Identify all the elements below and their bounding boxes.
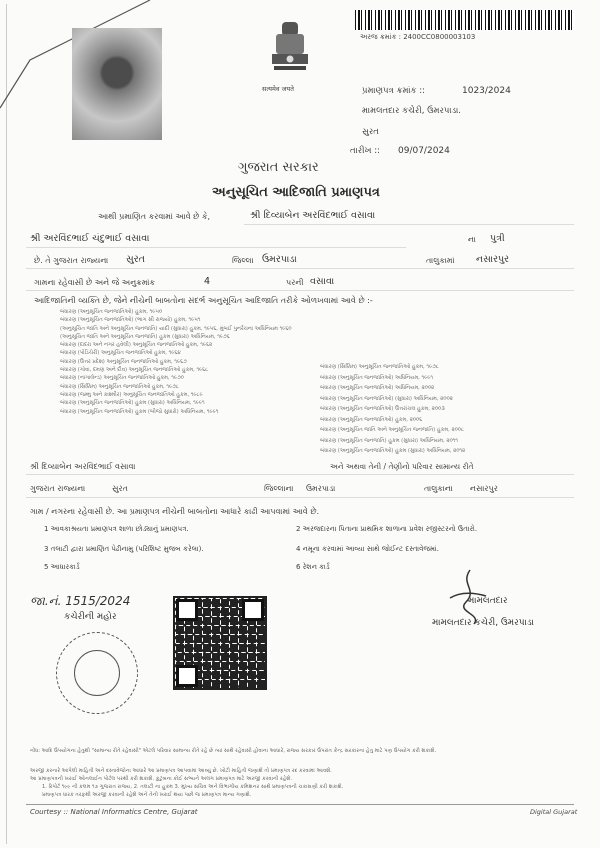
caste: વસાવા	[310, 276, 335, 287]
family-district-label: જિલ્લાના	[264, 484, 294, 493]
name-underline	[244, 224, 574, 225]
footer-note: 1. રિપોર્ટ ૧૯૯ ની કલમ ૧૭ ગુજરાત રાજ્ય, 2. તલાટી ના હુકમ 3. મુખ્ય સચિવ અને વિભાગીય કમિશનર સાથે પ્રમાણપત્રની ચકાસણી કરી શકાશે.	[42, 784, 344, 790]
order-item: (અનુસૂચિત જાતિ અને અનુસૂચિત જનજાતિ) હુકમ (સુધારા) અધિનિયમ, ૧૯૭૬	[60, 333, 230, 340]
document-item: 4 નમૂના કરવામાં આવ્યા સાથે જોઈન્ટ દસ્તાવેજમાં.	[296, 545, 439, 553]
applicant-name: શ્રી દિવ્યાબેન અરવિંદભાઈ વસાવા	[250, 210, 376, 221]
taluka-value: ઉમરપાડા	[262, 254, 297, 265]
parent-name: શ્રી અરવિંદભાઈ ચંદુભાઈ વસાવા	[30, 233, 150, 244]
orders-right-list	[320, 362, 580, 457]
qr-finder	[176, 599, 198, 621]
parent-underline	[26, 247, 406, 248]
order-item: બંધારણ (દાદરા અને નગર હવેલી) અનુસૂચિત જનજાતિઓ હુકમ, ૧૯૬૨	[60, 342, 213, 349]
order-item: બંધારણ (અનુસૂચિત જનજાતિઓ) હુકમ (સુધારા) અધિનિયમ, ૨૦૧૨	[320, 448, 466, 454]
document-item: 5 આધારકાર્ડ	[44, 563, 80, 571]
footer-note: પ્રમાણપત્ર ધારક તરફથી અરજી કરવાની રહેશે અને તેની ખરાઈ થયા પછી જ પ્રમાણપત્ર માન્ય ગણાશે.	[42, 792, 252, 798]
relation-prefix: ના	[468, 235, 476, 244]
order-item: બંધારણ (અનુસૂચિત જનજાતિઓ) હુકમ (બીજો સુધારો) અધિનિયમ, ૧૯૯૧	[60, 408, 219, 415]
national-emblem-icon	[260, 18, 320, 82]
order-item: બંધારણ (પોંડિચેરી) અનુસૂચિત જનજાતિઓ હુકમ, ૧૯૬૪	[60, 350, 181, 357]
signatory-office: મામલતદાર કચેરી, ઉમરપાડા	[432, 618, 534, 628]
family-name: શ્રી દિવ્યાબેન અરવિંદભાઈ વસાવા	[30, 462, 136, 471]
family-suffix: અને અથવા તેની / તેણીનો પરિવાર સામાન્ય રીતે	[330, 462, 474, 471]
taluka-label: તાલુકામાં	[426, 256, 455, 265]
order-item: બંધારણ (અનુસૂચિત જનજાતિઓ) ઉત્તરાંચલ હુકમ, ૨૦૦૩	[320, 406, 445, 412]
residence-prefix: છે. તે ગુજરાત રાજ્યના	[34, 256, 109, 265]
document-item: 2 અરજદારના પિતાના પ્રાથમિક શાળાના પ્રવેશ રજીસ્ટરનો ઉતારો.	[296, 525, 478, 533]
barcode	[355, 10, 575, 30]
government-title: ગુજરાત સરકાર	[238, 160, 319, 175]
district-label: જિલ્લા	[232, 256, 254, 265]
caste-underline	[26, 290, 574, 291]
footer-note: આ પ્રમાણપત્રની ખરાઈ ઓનલાઈન પોર્ટલ પરથી કરી શકાશે. કુટુંબના કોઈ સભ્યને અલગ પ્રમાણપત્ર માટે અરજી કરવાની રહેશે.	[30, 776, 293, 782]
footer-divider	[26, 804, 574, 805]
order-item: (અનુસૂચિત જાતિ અને અનુસૂચિત જનજાતિ) યાદી (સુધારા) હુકમ, ૧૯૫૬, મુંબઈ પુનર્રચના અધિનિયમ ૧૯૬૦	[60, 325, 292, 332]
order-item: બંધારણ (અનુસૂચિત જનજાતિઓ) હુકમ, ૧૯૫૦	[60, 309, 163, 315]
order-item: બંધારણ (નાગાલેન્ડ) અનુસૂચિત જનજાતિઓ હુકમ, ૧૯૭૦	[60, 375, 184, 382]
tribe-statement: આદિજાતિની વ્યક્તિ છે, જેને નીચેની બાબતોના સંદર્ભ અનુસૂચિત આદિજાતિ તરીકે ઓળખવામાં આવે છે :-	[34, 296, 373, 305]
village-value: નસારપુર	[476, 254, 510, 265]
qr-finder	[242, 599, 264, 621]
digital-gujarat-text: Digital Gujarat	[530, 808, 578, 816]
order-item: બંધારણ (અનુસૂચિત જનજાતિઓ) અધિનિયમ, ૧૯૯૧	[320, 374, 434, 381]
signatory-designation: મામલતદાર	[468, 596, 508, 606]
order-item: બંધારણ (અનુસૂચિત જનજાતિઓ) હુકમ (સુધારા) અધિનિયમ, ૧૯૯૧	[60, 400, 205, 407]
courtesy-text: Courtesy :: National Informatics Centre, Gujarat	[30, 808, 198, 816]
order-item: બંધારણ (અનુસૂચિત જનજાતિઓ) અધિનિયમ, ૨૦૦૨	[320, 385, 435, 391]
order-item: બંધારણ (સિક્કિમ) અનુસૂચિત જનજાતિઓ હુકમ, ૧૯૭૮	[60, 383, 179, 390]
family-state: ગુજરાત રાજ્યના	[30, 484, 86, 493]
serial-number: 4	[204, 276, 211, 287]
order-item: બંધારણ (સિક્કિમ) અનુસૂચિત જનજાતિઓ હુકમ, ૧૯૭૮	[320, 364, 439, 370]
document-item: 6 રેશન કાર્ડ	[296, 563, 330, 571]
office-seal-inner	[74, 650, 120, 696]
issue-date: 09/07/2024	[398, 146, 450, 156]
barcode-number: અરજ ક્રમાંક : 2400CC0800003103	[360, 33, 476, 41]
document-item: 1 આવકાશ્રયતા પ્રમાણપત્ર શાળા છોડ્યાનું પ્રમાણપત્ર.	[44, 525, 189, 533]
certify-text: આથી પ્રમાણિત કરવામાં આવે છે કે,	[98, 212, 211, 221]
certificate-number-label: પ્રમાણપત્ર ક્રમાંક ::	[362, 86, 425, 96]
caste-label: પરની	[286, 278, 304, 287]
document-item: 3 તલાટી દ્વારા પ્રમાણિત પેઢીનામુ (પરિશિષ્ટ મુજબ કરેલા).	[44, 545, 204, 553]
issuing-office: મામલતદાર કચેરી, ઉમરપાડા.	[362, 106, 461, 116]
family-district: સુરત	[112, 484, 128, 493]
order-item: બંધારણ (અનુસૂચિત જનજાતિઓ) હુકમ, ૨૦૦૬	[320, 416, 423, 423]
applicant-photo	[72, 28, 162, 140]
family-taluka: ઉમરપાડા	[306, 484, 336, 493]
family-taluka-label: તાલુકાના	[424, 484, 453, 493]
outward-number: જા.નં. 1515/2024	[30, 594, 131, 608]
residence-district: સુરત	[126, 254, 145, 265]
issuing-district: સુરત	[362, 127, 379, 137]
order-item: બંધારણ (જમ્મુ અને કાશ્મીર) અનુસૂચિત જનજાતિઓ હુકમ, ૧૯૮૯	[60, 391, 203, 398]
order-item: બંધારણ (અનુસૂચિત જનજાતિઓ) (સુધારા) અધિનિયમ, ૨૦૦૨	[320, 395, 453, 402]
qr-finder	[176, 665, 198, 687]
village-prefix: ગામના રહેવાસી છે અને જે અનુક્રમાંક	[34, 278, 156, 287]
certificate-title: અનુસૂચિત આદિજાતિ પ્રમાણપત્ર	[212, 185, 380, 200]
order-item: બંધારણ (ઉત્તર પ્રદેશ) અનુસૂચિત જનજાતિઓ હુકમ, ૧૯૬૭	[60, 358, 187, 365]
footer-note: નોંધ: આદિ ઉપયોગના હેતુથી "સામાન્ય રીતે રહેવાસી" એટલે પરિવાર સામાન્ય રીતે રહે છે ત્યાં સાથે રહેવાસી હોવાના આધારે, રાજ્ય સરકાર ઉપરાંત કેન્દ્ર સરકારના હેતુ માટે પણ ઉપયોગ કરી શકાશે.	[30, 748, 437, 754]
family-underline-2	[26, 497, 574, 498]
family-underline	[26, 474, 574, 475]
relation: પુત્રી	[490, 233, 505, 244]
certificate-number: 1023/2024	[462, 86, 511, 96]
family-line2: ગામ / નગરના રહેવાસી છે. આ પ્રમાણપત્ર નીચેની બાબતોના આધારે કાઢી આપવામાં આવે છે.	[30, 507, 320, 516]
order-item: બંધારણ (અનુસૂચિત જનજાતિઓ) (ભાગ સી રાજ્યો) હુકમ, ૧૯૫૧	[60, 317, 201, 324]
office-seal-label: કચેરીની મહોર	[64, 612, 117, 622]
footer-note: અરજી કરનારે આપેલી માહિતી અને દસ્તાવેજોના આધારે આ પ્રમાણપત્ર આપવામાં આવ્યું છે. ખોટી માહિતી જણાશે તો પ્રમાણપત્ર રદ કરવામાં આવશે.	[30, 768, 332, 774]
date-label: તારીખ ::	[350, 146, 380, 156]
family-village: નસારપુર	[470, 484, 498, 493]
emblem-caption: सत्यमेव जयते	[262, 85, 294, 93]
residence-underline	[26, 268, 574, 269]
order-item: બંધારણ (ગોવા, દમણ અને દીવ) અનુસૂચિત જનજાતિઓ હુકમ, ૧૯૬૮	[60, 367, 209, 374]
order-item: બંધારણ (અનુસૂચિત જનજાતિ) હુકમ (સુધારા) અધિનિયમ, ૨૦૧૧	[320, 437, 458, 444]
order-item: બંધારણ (અનુસૂચિત જાતિ અને અનુસૂચિત જનજાતિ) હુકમ, ૨૦૦૮	[320, 427, 464, 433]
